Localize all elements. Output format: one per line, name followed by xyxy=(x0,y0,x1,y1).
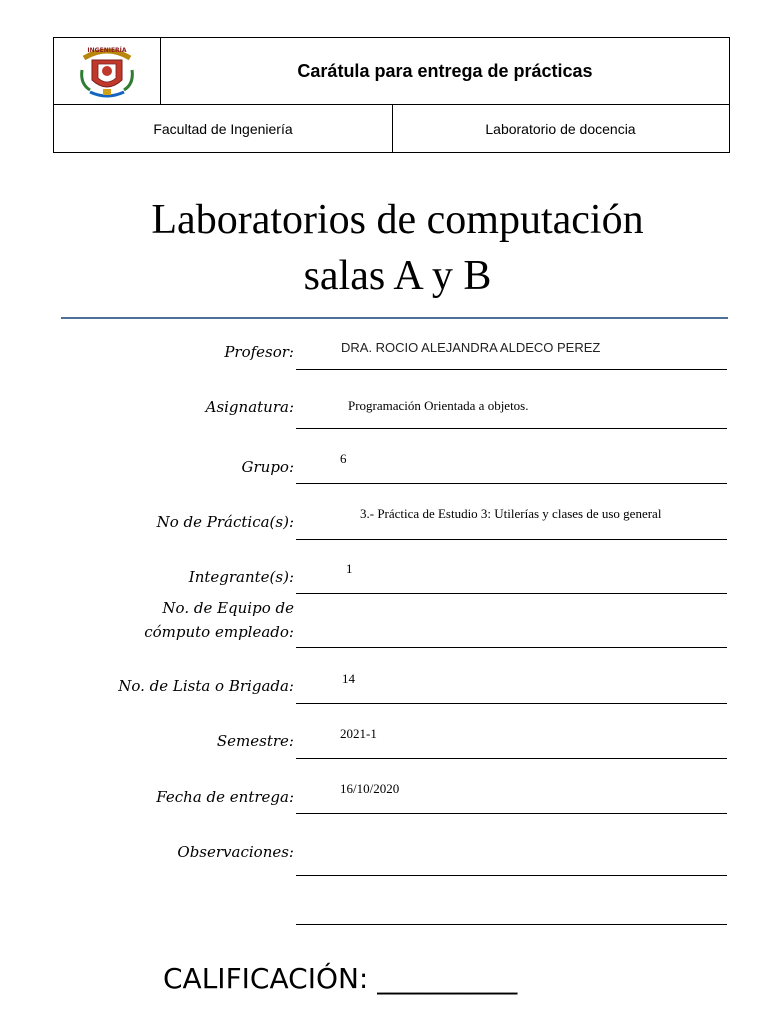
practica-value: 3.- Práctica de Estudio 3: Utilerías y clases de uso general xyxy=(360,506,662,521)
main-title-line2: salas A y B xyxy=(303,253,492,299)
lista-line xyxy=(296,703,727,704)
observaciones-line-1 xyxy=(296,875,727,876)
integrantes-line xyxy=(296,593,727,594)
semestre-label: Semestre: xyxy=(216,732,294,750)
grupo-line xyxy=(296,483,727,484)
integrantes-value: 1 xyxy=(346,561,353,576)
header-title: Carátula para entrega de prácticas xyxy=(297,60,593,81)
faculty-cell: Facultad de Ingeniería xyxy=(54,105,393,152)
main-title xyxy=(60,192,735,304)
asignatura-line xyxy=(296,428,727,429)
practica-label: No de Práctica(s): xyxy=(156,513,294,531)
header-row2 xyxy=(54,104,729,152)
lista-label: No. de Lista o Brigada: xyxy=(118,677,294,695)
integrantes-label: Integrante(s): xyxy=(188,568,294,586)
observaciones-line-2 xyxy=(296,924,727,925)
semestre-line xyxy=(296,758,727,759)
title-divider xyxy=(61,317,728,319)
main-title-line1: Laboratorios de computación xyxy=(151,197,644,243)
equipo-line xyxy=(296,647,727,648)
fecha-value: 16/10/2020 xyxy=(340,781,400,796)
profesor-line xyxy=(296,369,727,370)
grupo-label: Grupo: xyxy=(241,458,294,476)
logo-text: INGENIERÍA xyxy=(87,47,127,54)
grupo-value: 6 xyxy=(340,451,347,466)
semestre-value: 2021-1 xyxy=(340,726,377,741)
asignatura-value: Programación Orientada a objetos. xyxy=(348,398,529,413)
fecha-label: Fecha de entrega: xyxy=(156,788,294,806)
equipo-label xyxy=(144,596,294,644)
equipo-label-line2: cómputo empleado: xyxy=(144,623,294,641)
profesor-label: Profesor: xyxy=(224,343,294,361)
unam-engineering-logo xyxy=(76,40,138,102)
observaciones-label: Observaciones: xyxy=(177,843,294,861)
equipo-label-line1: No. de Equipo de xyxy=(162,599,294,617)
asignatura-label: Asignatura: xyxy=(205,398,294,416)
practica-line xyxy=(296,539,727,540)
fecha-line xyxy=(296,813,727,814)
calificacion: CALIFICACIÓN: __________ xyxy=(163,962,518,995)
logo-cell xyxy=(54,38,161,104)
lista-value: 14 xyxy=(342,671,355,686)
lab-cell: Laboratorio de docencia xyxy=(485,120,636,137)
header-table xyxy=(53,37,730,153)
profesor-value: DRA. ROCIO ALEJANDRA ALDECO PEREZ xyxy=(341,340,601,355)
